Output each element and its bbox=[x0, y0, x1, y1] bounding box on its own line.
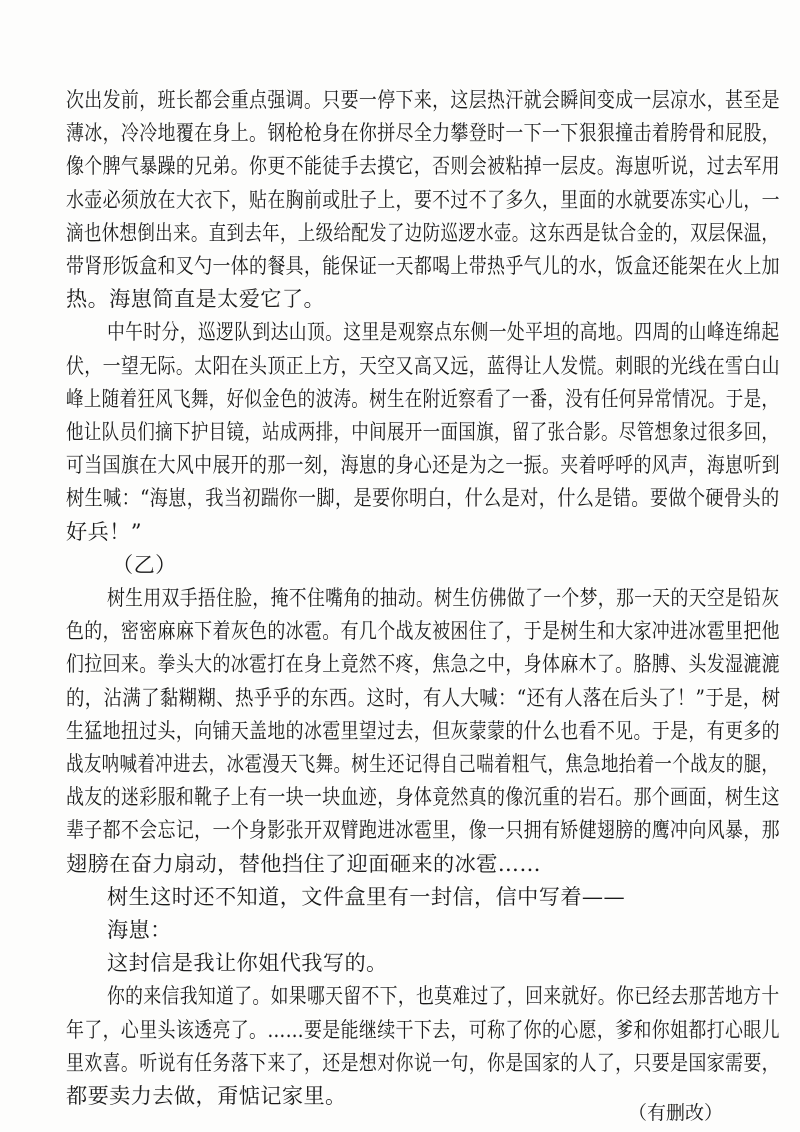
text-line: 薄冰，冷冷地覆在身上。钢枪枪身在你拼尽全力攀登时一下一下狠狠撞击着胯骨和屁股， bbox=[66, 120, 780, 146]
section-label: （乙） bbox=[112, 551, 177, 577]
text-line: 辈子都不会忘记，一个身影张开双臂跑进冰雹里，像一只拥有矫健翅膀的鹰冲向风暴，那 bbox=[66, 817, 780, 843]
text-line: 战友呐喊着冲进去，冰雹漫天飞舞。树生还记得自己喘着粗气，焦急地抬着一个战友的腿， bbox=[66, 751, 780, 776]
text-line: 树生喊：“海崽，我当初踹你一脚，是要你明白，什么是对，什么是错。要做个硬骨头的 bbox=[66, 485, 780, 511]
text-line: 这封信是我让你姐代我写的。 bbox=[107, 950, 388, 976]
text-line: 水壶必须放在大衣下，贴在胸前或肚子上，要不过不了多久，里面的水就要冻实心儿，一 bbox=[66, 186, 780, 212]
text-line: 可当国旗在大风中展开的那一刻，海崽的身心还是为之一振。夹着呼呼的风声，海崽听到 bbox=[66, 452, 780, 478]
text-line: 色的，密密麻麻下着灰色的冰雹。有几个战友被困住了，于是树生和大家冲进冰雹里把他 bbox=[66, 618, 780, 644]
letter-salutation: 海崽： bbox=[107, 917, 172, 942]
text-line: 中午时分，巡逻队到达山顶。这里是观察点东侧一处平坦的高地。四周的山峰连绵起 bbox=[107, 319, 780, 345]
text-line: 伏，一望无际。太阳在头顶正上方，天空又高又远，蓝得让人发慌。刺眼的光线在雪白山 bbox=[66, 352, 780, 378]
text-line: 他让队员们摘下护目镜，站成两排，中间展开一面国旗，留了张合影。尽管想象过很多回， bbox=[66, 419, 780, 444]
text-line: 你的来信我知道了。如果哪天留不下，也莫难过了，回来就好。你已经去那苦地方十 bbox=[107, 983, 780, 1009]
text-line: 里欢喜。听说有任务落下来了，还是想对你说一句，你是国家的人了，只要是国家需要， bbox=[66, 1049, 780, 1075]
text-line: 带肾形饭盒和叉勺一体的餐具，能保证一天都喝上带热乎气儿的水，饭盒还能架在火上加 bbox=[66, 253, 780, 278]
text-line: 好兵！” bbox=[66, 518, 142, 544]
text-line: 次出发前，班长都会重点强调。只要一停下来，这层热汗就会瞬间变成一层凉水，甚至是 bbox=[66, 87, 780, 112]
text-line: 树生这时还不知道，文件盒里有一封信，信中写着—— bbox=[107, 883, 626, 909]
text-line: 像个脾气暴躁的兄弟。你更不能徒手去摸它，否则会被粘掉一层皮。海崽听说，过去军用 bbox=[66, 153, 780, 179]
text-line: 滴也休想倒出来。直到去年，上级给配发了边防巡逻水壶。这东西是钛合金的，双层保温， bbox=[66, 219, 780, 245]
text-line: 翅膀在奋力扇动，替他挡住了迎面砸来的冰雹…… bbox=[66, 850, 541, 876]
edit-note: （有删改） bbox=[628, 1102, 724, 1124]
text-line: 生猛地扭过头，向铺天盖地的冰雹里望过去，但灰蒙蒙的什么也看不见。于是，有更多的 bbox=[66, 717, 780, 743]
text-line: 年了，心里头该透亮了。……要是能继续干下去，可称了你的心愿，爹和你姐都打心眼儿 bbox=[66, 1016, 780, 1042]
text-line: 都要卖力去做，甭惦记家里。 bbox=[66, 1083, 347, 1108]
text-line: 的，沾满了黏糊糊、热乎乎的东西。这时，有人大喊：“还有人落在后头了！”于是，树 bbox=[66, 684, 781, 710]
text-line: 树生用双手捂住脸，掩不住嘴角的抽动。树生仿佛做了一个梦，那一天的天空是铅灰 bbox=[107, 585, 780, 610]
text-line: 战友的迷彩服和靴子上有一块一块血迹，身体竟然真的像沉重的岩石。那个画面，树生这 bbox=[66, 784, 780, 810]
text-line: 热。海崽简直是太爱它了。 bbox=[66, 286, 326, 312]
text-line: 峰上随着狂风飞舞，好似金色的波涛。树生在附近察看了一番，没有任何异常情况。于是， bbox=[66, 385, 780, 411]
text-line: 们拉回来。拳头大的冰雹打在身上竟然不疼，焦急之中，身体麻木了。胳膊、头发湿漉漉 bbox=[66, 651, 780, 677]
